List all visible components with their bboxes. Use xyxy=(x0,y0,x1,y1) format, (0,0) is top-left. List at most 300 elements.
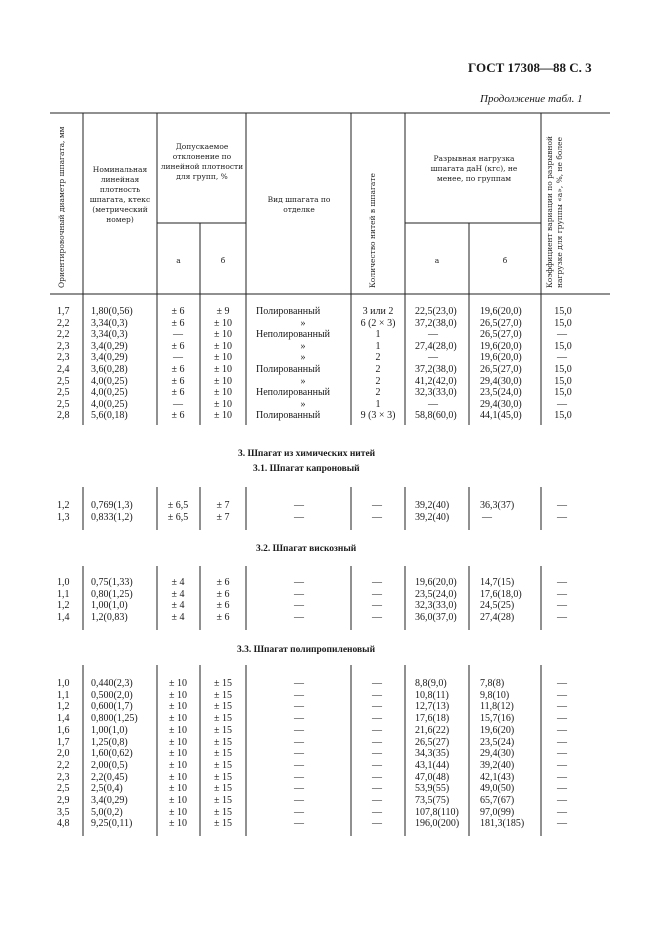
cell-load-a: 39,2(40) xyxy=(415,511,450,523)
table-continuation-label: Продолжение табл. 1 xyxy=(480,93,583,105)
cell-load-a: 12,7(13) xyxy=(415,701,450,713)
cell-diameter: 2,4 xyxy=(57,364,70,375)
cell-load-a: 22,5(23,0) xyxy=(415,306,457,317)
cell-coef: — xyxy=(557,329,567,341)
cell-coef: — xyxy=(557,600,567,612)
cell-diameter: 1,6 xyxy=(57,724,70,736)
cell-threads: — xyxy=(372,806,382,818)
cell-dev-a: ± 6,5 xyxy=(167,500,189,511)
cell-finish: — xyxy=(294,795,304,806)
col-header-coef-text: Коэффициент вариации по разрывной нагрузке для группы «а», %, не более xyxy=(545,136,564,288)
cell-load-a: 27,4(28,0) xyxy=(415,340,457,352)
cell-diameter: 1,7 xyxy=(57,736,70,748)
cell-dev-a: ± 10 xyxy=(169,701,187,713)
table-row xyxy=(0,399,661,410)
cell-coef: — xyxy=(557,795,567,806)
cell-load-b: — xyxy=(482,511,492,523)
cell-finish: — xyxy=(294,724,304,736)
col-header-threads xyxy=(368,173,378,288)
cell-load-b: 44,1(45,0) xyxy=(480,410,522,422)
cell-load-a: 47,0(48) xyxy=(415,771,450,783)
table-row xyxy=(0,500,661,511)
table-row xyxy=(0,725,661,736)
cell-dev-b: ± 10 xyxy=(214,364,232,375)
cell-load-b: 23,5(24,0) xyxy=(480,387,522,399)
table-row xyxy=(0,364,661,375)
cell-dev-a: ± 4 xyxy=(171,612,185,624)
cell-finish: — xyxy=(294,736,304,748)
cell-diameter: 1,1 xyxy=(57,588,70,600)
cell-dev-b: ± 10 xyxy=(214,317,232,329)
cell-density: 3,6(0,28) xyxy=(91,364,128,375)
cell-load-a: 73,5(75) xyxy=(415,795,450,806)
cell-finish: » xyxy=(300,375,306,387)
table-row xyxy=(0,783,661,794)
cell-dev-b: ± 6 xyxy=(216,588,230,600)
table-row xyxy=(0,701,661,712)
cell-diameter: 1,7 xyxy=(57,306,70,317)
cell-density: 0,833(1,2) xyxy=(91,511,133,523)
cell-load-a: 8,8(9,0) xyxy=(415,678,447,689)
col-header-deviation-a: а xyxy=(176,256,181,265)
cell-diameter: 2,3 xyxy=(57,340,70,352)
cell-threads: — xyxy=(372,818,382,830)
cell-load-b: 14,7(15) xyxy=(480,577,515,588)
page-header-title: ГОСТ 17308—88 С. 3 xyxy=(468,60,592,75)
cell-coef: — xyxy=(557,748,567,760)
cell-density: 3,34(0,3) xyxy=(91,329,128,341)
cell-dev-b: ± 6 xyxy=(216,577,230,588)
cell-diameter: 2,5 xyxy=(57,387,70,399)
cell-dev-a: ± 10 xyxy=(169,771,187,783)
cell-diameter: 1,0 xyxy=(57,577,70,588)
cell-density: 5,0(0,2) xyxy=(91,806,123,818)
cell-load-a: — xyxy=(428,352,438,364)
cell-dev-b: ± 15 xyxy=(214,713,232,725)
cell-dev-b: ± 6 xyxy=(216,600,230,612)
cell-load-b: 65,7(67) xyxy=(480,795,515,806)
cell-threads: — xyxy=(372,783,382,795)
cell-dev-b: ± 10 xyxy=(214,340,232,352)
cell-density: 9,25(0,11) xyxy=(91,818,133,830)
cell-dev-b: ± 15 xyxy=(214,701,232,713)
col-header-finish: Вид шпагата по отделке xyxy=(267,195,331,214)
cell-diameter: 2,5 xyxy=(57,783,70,795)
cell-diameter: 4,8 xyxy=(57,818,70,830)
cell-density: 2,5(0,4) xyxy=(91,783,123,795)
cell-load-b: 26,5(27,0) xyxy=(480,364,522,375)
cell-dev-a: ± 10 xyxy=(169,806,187,818)
cell-load-a: 32,3(33,0) xyxy=(415,600,457,612)
table-row xyxy=(0,410,661,421)
cell-finish: — xyxy=(294,600,304,612)
cell-diameter: 1,4 xyxy=(57,713,70,725)
cell-coef: — xyxy=(557,612,567,624)
cell-threads: — xyxy=(372,701,382,713)
cell-finish: — xyxy=(294,500,304,511)
cell-dev-a: ± 10 xyxy=(169,795,187,806)
cell-finish: — xyxy=(294,588,304,600)
cell-dev-b: ± 15 xyxy=(214,689,232,701)
cell-coef: — xyxy=(557,588,567,600)
col-header-load-b: б xyxy=(502,256,508,265)
table-row xyxy=(0,376,661,387)
cell-dev-a: — xyxy=(173,398,183,410)
cell-load-b: 181,3(185) xyxy=(480,818,525,830)
cell-coef: — xyxy=(557,771,567,783)
cell-dev-a: ± 6 xyxy=(171,410,185,422)
cell-dev-b: ± 10 xyxy=(214,387,232,399)
col-header-load-a: а xyxy=(434,256,440,265)
cell-load-b: 49,0(50) xyxy=(480,783,515,795)
cell-diameter: 1,4 xyxy=(57,612,70,624)
table-row xyxy=(0,807,661,818)
cell-load-b: 7,8(8) xyxy=(480,678,505,689)
cell-dev-a: ± 6,5 xyxy=(167,511,189,523)
cell-diameter: 1,1 xyxy=(57,689,70,701)
cell-coef: 15,0 xyxy=(554,410,572,422)
cell-finish: — xyxy=(294,748,304,760)
cell-dev-a: ± 10 xyxy=(169,783,187,795)
cell-density: 0,769(1,3) xyxy=(91,500,133,511)
col-header-diameter-text: Ориентировочный диаметр шпагата, мм xyxy=(57,126,66,288)
cell-density: 3,34(0,3) xyxy=(91,317,128,329)
cell-load-a: 37,2(38,0) xyxy=(415,317,457,329)
table-row xyxy=(0,306,661,317)
cell-load-a: 26,5(27) xyxy=(415,736,450,748)
table-row xyxy=(0,690,661,701)
cell-load-a: — xyxy=(428,329,438,341)
cell-finish: — xyxy=(294,577,304,588)
col-header-coef xyxy=(545,118,565,288)
cell-dev-a: ± 10 xyxy=(169,724,187,736)
cell-dev-a: ± 6 xyxy=(171,375,185,387)
cell-dev-b: ± 15 xyxy=(214,795,232,806)
cell-diameter: 2,3 xyxy=(57,352,70,364)
cell-finish: Неполированный xyxy=(256,387,331,399)
cell-density: 0,75(1,33) xyxy=(91,577,133,588)
cell-density: 4,0(0,25) xyxy=(91,375,128,387)
cell-density: 0,440(2,3) xyxy=(91,678,133,689)
cell-coef: — xyxy=(557,500,567,511)
cell-dev-a: ± 10 xyxy=(169,748,187,760)
cell-load-a: 32,3(33,0) xyxy=(415,387,457,399)
cell-dev-b: ± 15 xyxy=(214,724,232,736)
cell-threads: — xyxy=(372,612,382,624)
cell-finish: — xyxy=(294,701,304,713)
cell-density: 0,500(2,0) xyxy=(91,689,133,701)
table-row xyxy=(0,589,661,600)
cell-diameter: 2,8 xyxy=(57,410,70,422)
cell-threads: 2 xyxy=(375,387,381,399)
cell-diameter: 3,5 xyxy=(57,806,70,818)
cell-coef: 15,0 xyxy=(554,387,572,399)
table-row xyxy=(0,387,661,398)
cell-finish: — xyxy=(294,818,304,830)
cell-coef: — xyxy=(557,352,567,364)
cell-density: 0,600(1,7) xyxy=(91,701,133,713)
cell-density: 3,4(0,29) xyxy=(91,352,128,364)
cell-diameter: 2,2 xyxy=(57,317,70,329)
cell-density: 1,25(0,8) xyxy=(91,736,128,748)
cell-dev-a: ± 10 xyxy=(169,818,187,830)
cell-diameter: 2,5 xyxy=(57,398,70,410)
cell-density: 0,80(1,25) xyxy=(91,588,133,600)
cell-finish: Полированный xyxy=(256,306,321,317)
cell-coef: — xyxy=(557,511,567,523)
cell-load-b: 27,4(28) xyxy=(480,612,515,624)
cell-density: 1,00(1,0) xyxy=(91,724,128,736)
cell-dev-a: ± 4 xyxy=(171,600,185,612)
cell-density: 1,2(0,83) xyxy=(91,612,128,624)
col-header-deviation: Допускаемое отклонение по линейной плотности для групп, % xyxy=(160,142,244,181)
cell-finish: » xyxy=(300,352,306,364)
cell-finish: » xyxy=(300,317,306,329)
table-row xyxy=(0,600,661,611)
cell-finish: — xyxy=(294,511,304,523)
cell-coef: — xyxy=(557,724,567,736)
cell-diameter: 1,2 xyxy=(57,500,70,511)
cell-load-a: 39,2(40) xyxy=(415,500,450,511)
cell-load-a: 10,8(11) xyxy=(415,689,449,701)
cell-load-b: 42,1(43) xyxy=(480,771,515,783)
cell-threads: — xyxy=(372,748,382,760)
cell-diameter: 1,3 xyxy=(57,511,70,523)
cell-coef: 15,0 xyxy=(554,340,572,352)
cell-diameter: 1,0 xyxy=(57,678,70,689)
table-row xyxy=(0,678,661,689)
cell-threads: 9 (3 × 3) xyxy=(360,410,396,422)
cell-threads: — xyxy=(372,736,382,748)
cell-density: 2,00(0,5) xyxy=(91,759,128,771)
cell-threads: — xyxy=(372,577,382,588)
cell-coef: — xyxy=(557,678,567,689)
cell-load-b: 29,4(30,0) xyxy=(480,398,522,410)
cell-threads: 3 или 2 xyxy=(362,306,394,317)
cell-diameter: 1,2 xyxy=(57,701,70,713)
table-row xyxy=(0,772,661,783)
table-row xyxy=(0,577,661,588)
col-header-load: Разрывная нагрузка шпагата даН (кгс), не менее, по группам xyxy=(430,154,518,183)
cell-threads: 1 xyxy=(375,329,381,341)
cell-threads: 2 xyxy=(375,364,381,375)
cell-dev-b: ± 15 xyxy=(214,783,232,795)
cell-load-b: 19,6(20,0) xyxy=(480,340,522,352)
cell-dev-b: ± 7 xyxy=(216,500,230,511)
cell-diameter: 2,3 xyxy=(57,771,70,783)
cell-dev-b: ± 15 xyxy=(214,818,232,830)
cell-dev-a: ± 6 xyxy=(171,364,185,375)
cell-finish: — xyxy=(294,771,304,783)
cell-threads: — xyxy=(372,724,382,736)
cell-diameter: 2,9 xyxy=(57,795,70,806)
cell-load-a: 107,8(110) xyxy=(415,806,459,818)
cell-dev-a: ± 6 xyxy=(171,340,185,352)
cell-finish: » xyxy=(300,340,306,352)
cell-load-b: 19,6(20,0) xyxy=(480,352,522,364)
cell-dev-b: ± 10 xyxy=(214,329,232,341)
section-3-3-title: 3.3. Шпагат полипропиленовый xyxy=(237,645,376,655)
cell-density: 1,60(0,62) xyxy=(91,748,133,760)
cell-density: 3,4(0,29) xyxy=(91,340,128,352)
cell-load-b: 29,4(30,0) xyxy=(480,375,522,387)
cell-load-b: 39,2(40) xyxy=(480,759,515,771)
cell-dev-b: ± 15 xyxy=(214,771,232,783)
table-row xyxy=(0,352,661,363)
cell-dev-b: ± 7 xyxy=(216,511,230,523)
table-row xyxy=(0,760,661,771)
table-row xyxy=(0,512,661,523)
cell-finish: — xyxy=(294,713,304,725)
section-3-2-title: 3.2. Шпагат вискозный xyxy=(256,544,357,554)
section-3-title: 3. Шпагат из химических нитей xyxy=(238,449,376,459)
cell-threads: — xyxy=(372,689,382,701)
cell-dev-a: ± 10 xyxy=(169,736,187,748)
cell-dev-a: ± 4 xyxy=(171,577,185,588)
table-row xyxy=(0,318,661,329)
cell-density: 1,80(0,56) xyxy=(91,306,133,317)
cell-coef: — xyxy=(557,806,567,818)
cell-threads: — xyxy=(372,678,382,689)
cell-load-a: 53,9(55) xyxy=(415,783,450,795)
cell-threads: — xyxy=(372,771,382,783)
cell-coef: — xyxy=(557,759,567,771)
cell-coef: 15,0 xyxy=(554,306,572,317)
cell-load-b: 15,7(16) xyxy=(480,713,515,725)
cell-load-a: 41,2(42,0) xyxy=(415,375,457,387)
cell-dev-a: ± 6 xyxy=(171,387,185,399)
cell-dev-b: ± 6 xyxy=(216,612,230,624)
cell-load-b: 9,8(10) xyxy=(480,689,510,701)
cell-dev-a: ± 10 xyxy=(169,713,187,725)
cell-finish: » xyxy=(300,398,306,410)
table-row xyxy=(0,713,661,724)
cell-coef: — xyxy=(557,577,567,588)
cell-dev-a: — xyxy=(173,352,183,364)
cell-dev-b: ± 9 xyxy=(216,306,230,317)
cell-threads: 1 xyxy=(375,340,381,352)
cell-load-b: 19,6(20) xyxy=(480,724,515,736)
cell-load-a: 37,2(38,0) xyxy=(415,364,457,375)
col-header-density: Номинальная линейная плотность шпагата, ктекс (метрический номер) xyxy=(89,165,151,224)
cell-load-b: 11,8(12) xyxy=(480,701,514,713)
cell-load-a: 17,6(18) xyxy=(415,713,450,725)
cell-load-a: — xyxy=(428,398,438,410)
cell-density: 2,2(0,45) xyxy=(91,771,128,783)
cell-load-b: 36,3(37) xyxy=(480,500,515,511)
cell-coef: — xyxy=(557,736,567,748)
cell-load-b: 19,6(20,0) xyxy=(480,306,522,317)
cell-density: 5,6(0,18) xyxy=(91,410,128,422)
table-row xyxy=(0,748,661,759)
cell-load-b: 26,5(27,0) xyxy=(480,317,522,329)
cell-load-a: 23,5(24,0) xyxy=(415,588,457,600)
cell-dev-b: ± 10 xyxy=(214,375,232,387)
cell-diameter: 1,2 xyxy=(57,600,70,612)
table-row xyxy=(0,795,661,806)
cell-dev-a: ± 4 xyxy=(171,588,185,600)
cell-finish: — xyxy=(294,678,304,689)
cell-load-a: 43,1(44) xyxy=(415,759,450,771)
cell-diameter: 2,0 xyxy=(57,748,70,760)
cell-dev-a: — xyxy=(173,329,183,341)
cell-finish: — xyxy=(294,759,304,771)
cell-coef: — xyxy=(557,398,567,410)
section-3-1-title: 3.1. Шпагат капроновый xyxy=(253,464,360,474)
cell-threads: 1 xyxy=(375,398,381,410)
cell-threads: 2 xyxy=(375,375,381,387)
cell-load-b: 26,5(27,0) xyxy=(480,329,522,341)
cell-threads: — xyxy=(372,600,382,612)
table-row xyxy=(0,737,661,748)
cell-coef: — xyxy=(557,713,567,725)
col-header-threads-text: Количество нитей в шпагате xyxy=(368,173,377,288)
cell-threads: 2 xyxy=(375,352,381,364)
table-row xyxy=(0,818,661,829)
col-header-diameter xyxy=(57,127,67,289)
cell-finish: — xyxy=(294,783,304,795)
cell-dev-b: ± 15 xyxy=(214,748,232,760)
cell-threads: — xyxy=(372,511,382,523)
cell-load-a: 34,3(35) xyxy=(415,748,450,760)
cell-load-b: 23,5(24) xyxy=(480,736,515,748)
cell-load-a: 196,0(200) xyxy=(415,818,460,830)
cell-load-a: 21,6(22) xyxy=(415,724,450,736)
cell-load-b: 24,5(25) xyxy=(480,600,515,612)
cell-dev-b: ± 10 xyxy=(214,352,232,364)
cell-finish: — xyxy=(294,612,304,624)
cell-threads: — xyxy=(372,759,382,771)
table-row xyxy=(0,329,661,340)
cell-coef: — xyxy=(557,818,567,830)
cell-threads: — xyxy=(372,795,382,806)
cell-density: 0,800(1,25) xyxy=(91,713,138,725)
cell-dev-b: ± 15 xyxy=(214,678,232,689)
cell-density: 1,00(1,0) xyxy=(91,600,128,612)
cell-load-b: 97,0(99) xyxy=(480,806,515,818)
cell-dev-a: ± 6 xyxy=(171,306,185,317)
table-row xyxy=(0,341,661,352)
cell-finish: Неполированный xyxy=(256,329,331,341)
cell-diameter: 2,2 xyxy=(57,759,70,771)
cell-finish: — xyxy=(294,689,304,701)
col-header-deviation-b: б xyxy=(220,256,226,265)
cell-dev-b: ± 10 xyxy=(214,410,232,422)
cell-finish: Полированный xyxy=(256,410,321,422)
cell-dev-a: ± 10 xyxy=(169,689,187,701)
cell-dev-a: ± 10 xyxy=(169,678,187,689)
cell-dev-b: ± 15 xyxy=(214,736,232,748)
cell-load-a: 58,8(60,0) xyxy=(415,410,457,422)
cell-load-b: 29,4(30) xyxy=(480,748,515,760)
cell-density: 4,0(0,25) xyxy=(91,387,128,399)
cell-dev-b: ± 15 xyxy=(214,806,232,818)
cell-threads: 6 (2 × 3) xyxy=(360,317,396,329)
cell-density: 3,4(0,29) xyxy=(91,795,128,806)
cell-density: 4,0(0,25) xyxy=(91,398,128,410)
cell-finish: — xyxy=(294,806,304,818)
cell-dev-b: ± 10 xyxy=(214,398,232,410)
cell-dev-b: ± 15 xyxy=(214,759,232,771)
cell-coef: 15,0 xyxy=(554,375,572,387)
cell-coef: 15,0 xyxy=(554,364,572,375)
cell-threads: — xyxy=(372,588,382,600)
cell-coef: 15,0 xyxy=(554,317,572,329)
cell-diameter: 2,2 xyxy=(57,329,70,341)
cell-coef: — xyxy=(557,701,567,713)
cell-coef: — xyxy=(557,783,567,795)
cell-threads: — xyxy=(372,500,382,511)
